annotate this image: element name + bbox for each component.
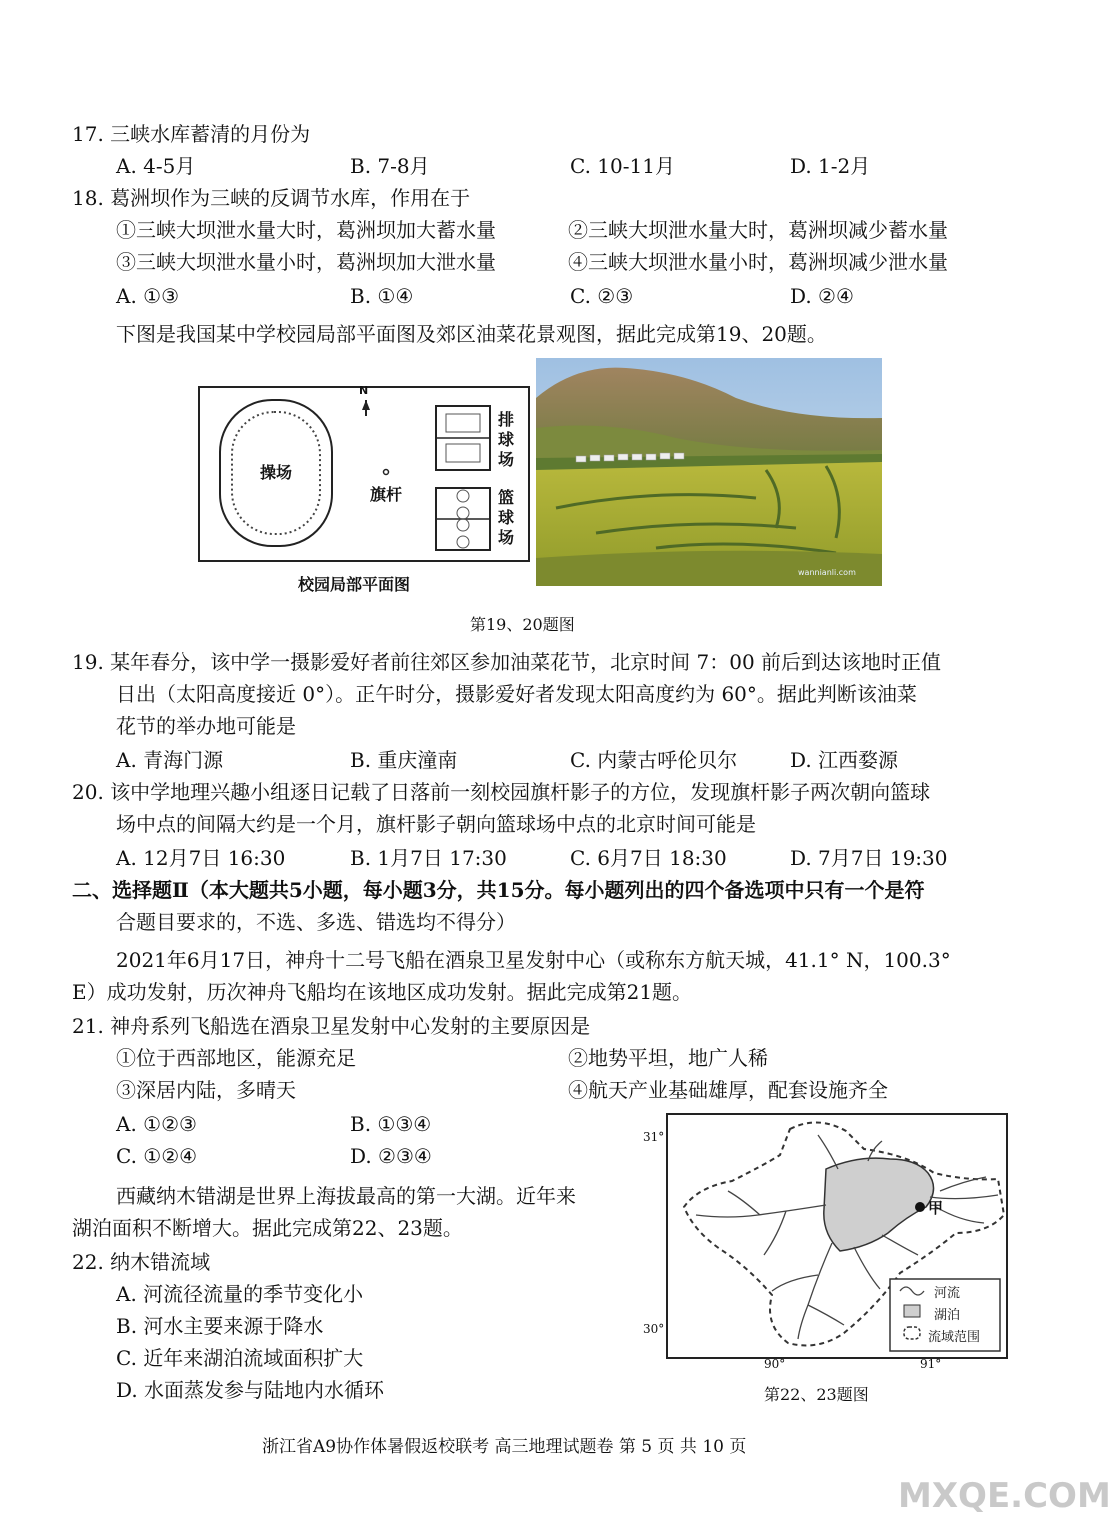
rapeseed-landscape-photo bbox=[536, 358, 882, 586]
q17-option-a: A. 4-5月 bbox=[116, 154, 196, 178]
lat-30-label: 30° bbox=[643, 1322, 665, 1336]
q19-line-2: 日出（太阳高度接近 0°）。正午时分，摄影爱好者发现太阳高度约为 60°。据此判断该油菜 bbox=[116, 682, 917, 706]
q18-item-2: ②三峡大坝泄水量大时，葛洲坝减少蓄水量 bbox=[568, 218, 948, 242]
campus-map-caption: 校园局部平面图 bbox=[298, 575, 411, 594]
point-jia-label: 甲 bbox=[928, 1199, 944, 1217]
q18-item-3: ③三峡大坝泄水量小时，葛洲坝加大泄水量 bbox=[116, 250, 496, 274]
lat-31-label: 31° bbox=[643, 1130, 665, 1144]
q21-option-d: D. ②③④ bbox=[350, 1144, 432, 1168]
q21-item-2: ②地势平坦，地广人稀 bbox=[568, 1046, 768, 1070]
q18-stem: 18. 葛洲坝作为三峡的反调节水库，作用在于 bbox=[72, 186, 471, 210]
section-2-heading: 二、选择题Ⅱ（本大题共5小题，每小题3分，共15分。每小题列出的四个备选项中只有一个是符 bbox=[72, 878, 925, 902]
q21-item-4: ④航天产业基础雄厚，配套设施齐全 bbox=[568, 1078, 888, 1102]
q20-line-1: 20. 该中学地理兴趣小组逐日记载了日落前一刻校园旗杆影子的方位，发现旗杆影子两次朝向篮球 bbox=[72, 780, 931, 804]
q18-option-b: B. ①④ bbox=[350, 284, 414, 308]
campus-map bbox=[198, 386, 530, 562]
section-2-heading-cont: 合题目要求的，不选、多选、错选均不得分） bbox=[116, 910, 516, 934]
q19-line-3: 花节的举办地可能是 bbox=[116, 714, 296, 738]
q20-line-2: 场中点的间隔大约是一个月，旗杆影子朝向篮球场中点的北京时间可能是 bbox=[116, 812, 756, 836]
q21-option-b: B. ①③④ bbox=[350, 1112, 432, 1136]
landscape-drawing bbox=[536, 358, 882, 586]
legend-lake: 湖泊 bbox=[934, 1308, 961, 1323]
q21-option-a: A. ①②③ bbox=[116, 1112, 197, 1136]
flagpole-label: 旗杆 bbox=[370, 485, 403, 504]
basketball-court-label: 篮球场 bbox=[498, 488, 515, 547]
q20-option-c: C. 6月7日 18:30 bbox=[570, 846, 727, 870]
campus-map-drawing bbox=[200, 388, 528, 560]
intro-22-line-2: 湖泊面积不断增大。据此完成第22、23题。 bbox=[72, 1216, 463, 1240]
intro-19-20: 下图是我国某中学校园局部平面图及郊区油菜花景观图，据此完成第19、20题。 bbox=[116, 322, 827, 346]
q17-option-b: B. 7-8月 bbox=[350, 154, 430, 178]
q19-option-d: D. 江西婺源 bbox=[790, 748, 899, 772]
q20-option-d: D. 7月7日 19:30 bbox=[790, 846, 948, 870]
q22-option-c: C. 近年来湖泊流域面积扩大 bbox=[116, 1346, 364, 1370]
q21-item-1: ①位于西部地区，能源充足 bbox=[116, 1046, 356, 1070]
lon-90-label: 90° bbox=[764, 1357, 786, 1371]
q18-item-1: ①三峡大坝泄水量大时，葛洲坝加大蓄水量 bbox=[116, 218, 496, 242]
q22-stem: 22. 纳木错流域 bbox=[72, 1250, 211, 1274]
q22-option-d: D. 水面蒸发参与陆地内水循环 bbox=[116, 1378, 385, 1402]
figure-19-20-caption: 第19、20题图 bbox=[470, 615, 575, 634]
q17-option-c: C. 10-11月 bbox=[570, 154, 675, 178]
q18-item-4: ④三峡大坝泄水量小时，葛洲坝减少泄水量 bbox=[568, 250, 948, 274]
q19-option-b: B. 重庆潼南 bbox=[350, 748, 458, 772]
q21-item-3: ③深居内陆，多晴天 bbox=[116, 1078, 296, 1102]
namco-basin-map bbox=[666, 1113, 1008, 1359]
page-footer: 浙江省A9协作体暑假返校联考 高三地理试题卷 第 5 页 共 10 页 bbox=[262, 1437, 747, 1457]
q22-option-b: B. 河水主要来源于降水 bbox=[116, 1314, 324, 1338]
volleyball-court-label: 排球场 bbox=[498, 410, 515, 469]
q18-option-d: D. ②④ bbox=[790, 284, 854, 308]
q20-option-b: B. 1月7日 17:30 bbox=[350, 846, 507, 870]
q21-option-c: C. ①②④ bbox=[116, 1144, 198, 1168]
intro-21-line-2: E）成功发射，历次神舟飞船均在该地区成功发射。据此完成第21题。 bbox=[72, 980, 693, 1004]
q19-line-1: 19. 某年春分，该中学一摄影爱好者前往郊区参加油菜花节，北京时间 7：00 前后到达该地时正值 bbox=[72, 650, 942, 674]
north-arrow-label: N bbox=[359, 384, 369, 397]
q19-option-c: C. 内蒙古呼伦贝尔 bbox=[570, 748, 738, 772]
q22-option-a: A. 河流径流量的季节变化小 bbox=[116, 1282, 364, 1306]
q20-option-a: A. 12月7日 16:30 bbox=[116, 846, 286, 870]
legend-river: 河流 bbox=[934, 1286, 961, 1301]
lon-91-label: 91° bbox=[920, 1357, 942, 1371]
q18-option-c: C. ②③ bbox=[570, 284, 634, 308]
q18-option-a: A. ①③ bbox=[116, 284, 180, 308]
intro-22-line-1: 西藏纳木错湖是世界上海拔最高的第一大湖。近年来 bbox=[116, 1184, 576, 1208]
q19-option-a: A. 青海门源 bbox=[116, 748, 224, 772]
intro-21-line-1: 2021年6月17日，神舟十二号飞船在酒泉卫星发射中心（或称东方航天城，41.1° N，100.3° bbox=[116, 948, 951, 972]
legend-basin: 流域范围 bbox=[928, 1330, 981, 1345]
figure-22-23-caption: 第22、23题图 bbox=[764, 1385, 869, 1404]
playground-label: 操场 bbox=[260, 463, 293, 482]
site-watermark: MXQE.COM bbox=[898, 1476, 1111, 1516]
q21-stem: 21. 神舟系列飞船选在酒泉卫星发射中心发射的主要原因是 bbox=[72, 1014, 591, 1038]
q17-option-d: D. 1-2月 bbox=[790, 154, 871, 178]
photo-watermark: wannianli.com bbox=[798, 568, 856, 577]
q17-stem: 17. 三峡水库蓄清的月份为 bbox=[72, 122, 311, 146]
